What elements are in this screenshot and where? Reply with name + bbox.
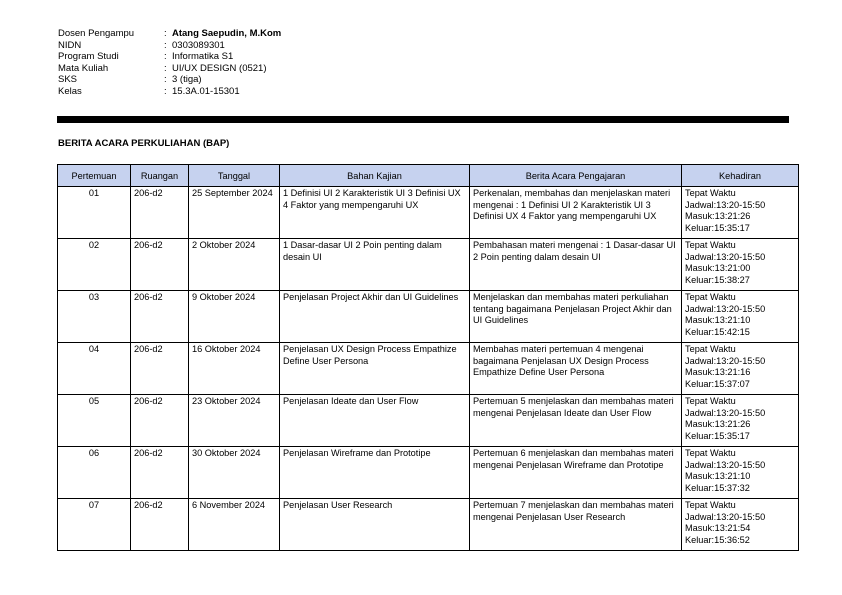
cell-bahan-kajian: Penjelasan Ideate dan User Flow [280,395,470,447]
cell-ruangan: 206-d2 [131,187,189,239]
table-row [58,343,799,395]
attendance-in: Masuk:13:21:26 [685,419,751,429]
cell-pertemuan: 02 [58,239,131,291]
nidn-value: 0303089301 [172,39,225,51]
section-title: BERITA ACARA PERKULIAHAN (BAP) [58,138,230,149]
attendance-status: Tepat Waktu [685,396,736,406]
sks-value: 3 (tiga) [172,74,202,85]
info-colon: : [164,74,167,85]
cell-pertemuan: 06 [58,447,131,499]
attendance-schedule: Jadwal:13:20-15:50 [685,459,766,470]
cell-tanggal: 6 November 2024 [189,499,280,551]
info-row-sks [58,74,281,86]
cell-ruangan: 206-d2 [131,395,189,447]
attendance-schedule: Jadwal:13:20-15:50 [685,511,766,522]
info-colon: : [164,51,167,62]
course-value: UI/UX DESIGN (0521) [172,62,267,74]
cell-tanggal: 30 Oktober 2024 [189,447,280,499]
lecturer-info [58,28,281,97]
attendance-in: Masuk:13:21:10 [685,315,751,325]
cell-berita-acara: Menjelaskan dan membahas materi perkuliahan tentang bagaimana Penjelasan Project Akhir dan UI Guidelines [470,291,682,343]
cell-kehadiran [682,239,799,291]
attendance-status: Tepat Waktu [685,344,736,354]
cell-kehadiran [682,499,799,551]
info-label: Dosen Pengampu [58,28,135,39]
attendance-out: Keluar:15:42:15 [685,326,750,337]
table-row [58,447,799,499]
attendance-status: Tepat Waktu [685,188,736,198]
attendance-out: Keluar:15:37:32 [685,482,750,493]
info-colon: : [164,39,167,51]
table-row [58,499,799,551]
cell-kehadiran [682,291,799,343]
info-row-matkul [58,63,281,75]
header-kehadiran: Kehadiran [682,165,799,187]
cell-pertemuan: 03 [58,291,131,343]
cell-tanggal: 2 Oktober 2024 [189,239,280,291]
info-row-kelas [58,86,281,98]
cell-berita-acara: Perkenalan, membahas dan menjelaskan materi mengenai : 1 Definisi UI 2 Karakteristik UI 3 Definisi UX 4 Faktor yang mempengaruhi UX [470,187,682,239]
info-label: NIDN [58,39,82,51]
cell-tanggal: 25 September 2024 [189,187,280,239]
attendance-status: Tepat Waktu [685,500,736,510]
attendance-in: Masuk:13:21:10 [685,471,751,481]
attendance-out: Keluar:15:38:27 [685,274,750,285]
header-tanggal: Tanggal [189,165,280,187]
cell-berita-acara: Membahas materi pertemuan 4 mengenai bagaimana Penjelasan UX Design Process Empathize Define User Persona [470,343,682,395]
cell-bahan-kajian: Penjelasan Project Akhir dan UI Guidelines [280,291,470,343]
table-row [58,239,799,291]
cell-pertemuan: 07 [58,499,131,551]
cell-ruangan: 206-d2 [131,343,189,395]
cell-pertemuan: 05 [58,395,131,447]
info-colon: : [164,62,167,74]
info-label: Program Studi [58,51,119,62]
header-ruangan: Ruangan [131,165,189,187]
bap-table [57,164,799,551]
info-colon: : [164,28,167,39]
attendance-schedule: Jadwal:13:20-15:50 [685,355,766,366]
attendance-in: Masuk:13:21:16 [685,367,751,377]
cell-ruangan: 206-d2 [131,499,189,551]
cell-tanggal: 16 Oktober 2024 [189,343,280,395]
cell-berita-acara: Pertemuan 5 menjelaskan dan membahas materi mengenai Penjelasan Ideate dan User Flow [470,395,682,447]
cell-berita-acara: Pertemuan 7 menjelaskan dan membahas materi mengenai Penjelasan User Research [470,499,682,551]
attendance-out: Keluar:15:36:52 [685,534,750,545]
attendance-status: Tepat Waktu [685,240,736,250]
attendance-schedule: Jadwal:13:20-15:50 [685,407,766,418]
cell-berita-acara: Pembahasan materi mengenai : 1 Dasar-dasar UI 2 Poin penting dalam desain UI [470,239,682,291]
attendance-schedule: Jadwal:13:20-15:50 [685,303,766,314]
table-row [58,395,799,447]
class-value: 15.3A.01-15301 [172,85,240,97]
attendance-out: Keluar:15:35:17 [685,222,750,233]
cell-bahan-kajian: Penjelasan Wireframe dan Prototipe [280,447,470,499]
info-row-prodi [58,51,281,63]
lecturer-name: Atang Saepudin, M.Kom [172,28,282,39]
attendance-out: Keluar:15:35:17 [685,430,750,441]
info-label: Mata Kuliah [58,62,109,74]
info-row-dosen [58,28,281,40]
header-bahan-kajian: Bahan Kajian [280,165,470,187]
attendance-schedule: Jadwal:13:20-15:50 [685,199,766,210]
table-row [58,187,799,239]
cell-tanggal: 9 Oktober 2024 [189,291,280,343]
program-value: Informatika S1 [172,51,234,62]
table-header-row [58,165,799,187]
cell-pertemuan: 01 [58,187,131,239]
cell-kehadiran [682,447,799,499]
cell-ruangan: 206-d2 [131,447,189,499]
attendance-in: Masuk:13:21:00 [685,263,751,273]
cell-bahan-kajian: Penjelasan User Research [280,499,470,551]
cell-kehadiran [682,343,799,395]
cell-bahan-kajian: 1 Definisi UI 2 Karakteristik UI 3 Definisi UX 4 Faktor yang mempengaruhi UX [280,187,470,239]
table-row [58,291,799,343]
section-divider [57,116,789,123]
attendance-status: Tepat Waktu [685,448,736,458]
attendance-out: Keluar:15:37:07 [685,378,750,389]
cell-tanggal: 23 Oktober 2024 [189,395,280,447]
cell-kehadiran [682,395,799,447]
info-colon: : [164,85,167,97]
header-berita-acara: Berita Acara Pengajaran [470,165,682,187]
cell-berita-acara: Pertemuan 6 menjelaskan dan membahas materi mengenai Penjelasan Wireframe dan Prototipe [470,447,682,499]
cell-ruangan: 206-d2 [131,239,189,291]
header-pertemuan: Pertemuan [58,165,131,187]
info-label: Kelas [58,85,82,97]
attendance-in: Masuk:13:21:26 [685,211,751,221]
cell-ruangan: 206-d2 [131,291,189,343]
cell-bahan-kajian: 1 Dasar-dasar UI 2 Poin penting dalam desain UI [280,239,470,291]
cell-kehadiran [682,187,799,239]
attendance-in: Masuk:13:21:54 [685,523,751,533]
info-row-nidn [58,40,281,52]
cell-bahan-kajian: Penjelasan UX Design Process Empathize Define User Persona [280,343,470,395]
cell-pertemuan: 04 [58,343,131,395]
info-label: SKS [58,74,78,85]
attendance-schedule: Jadwal:13:20-15:50 [685,251,766,262]
attendance-status: Tepat Waktu [685,292,736,302]
